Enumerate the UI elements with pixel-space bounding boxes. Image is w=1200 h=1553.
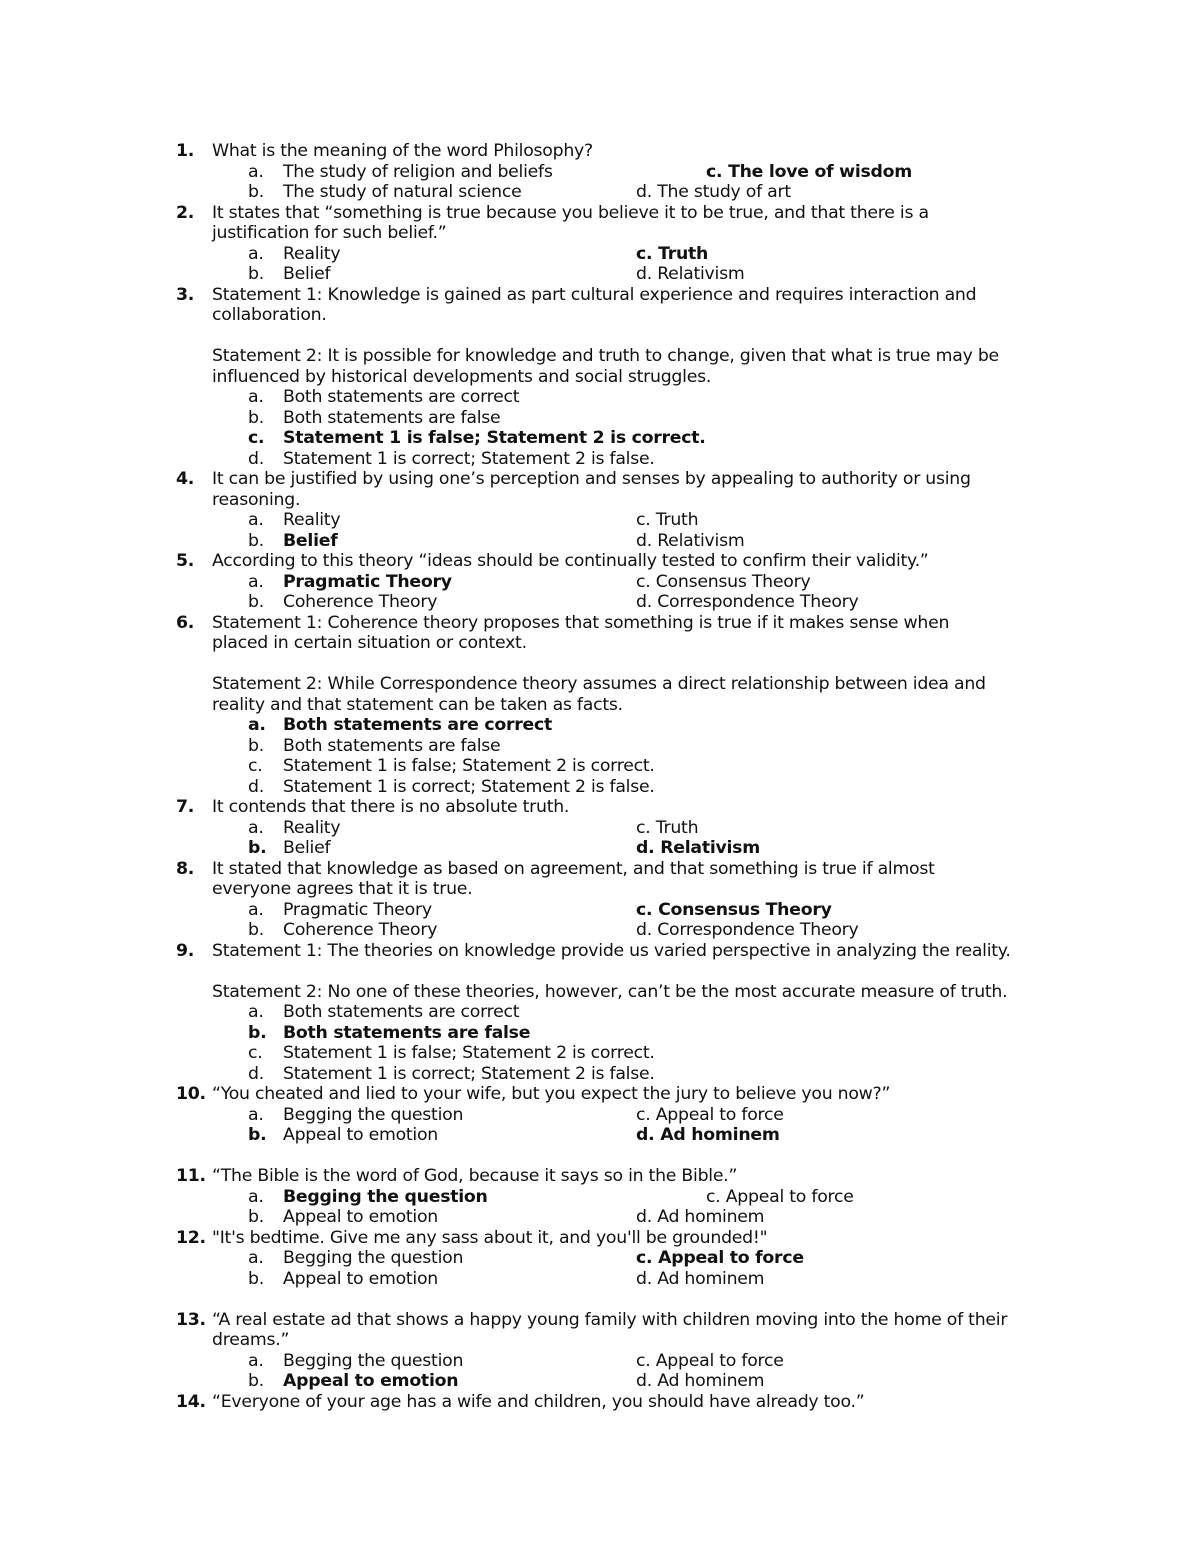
option-row [0,1064,1200,1085]
question-8 [0,859,1200,880]
option-marker: b. [248,1268,264,1289]
question-7 [0,797,1200,818]
options-row [0,531,1200,552]
option-marker: a. [248,899,264,920]
options-row [0,1371,1200,1392]
option-row [0,777,1200,798]
option-a: Reality [283,243,341,264]
option-b-answer: Both statements are false [283,1022,531,1043]
question-6 [0,613,1200,634]
option-d: d. Ad hominem [636,1371,765,1391]
question-12 [0,1228,1200,1249]
option-row [0,428,1200,449]
option-marker: b. [248,1207,264,1227]
option-b-answer: Appeal to emotion [283,1371,459,1391]
option-c-answer: c. Consensus Theory [636,899,832,920]
option-marker: c. [248,428,265,448]
option-c: c. Appeal to force [636,1104,784,1125]
option-a: Reality [283,510,341,530]
option-b: Appeal to emotion [283,1207,439,1227]
question-3 [0,285,1200,306]
option-d-answer: d. Ad hominem [636,1125,780,1145]
options-row [0,838,1200,859]
option-marker: b. [248,264,264,284]
option-a: Reality [283,817,341,838]
option-marker: b. [248,1371,264,1391]
option-a-answer: Pragmatic Theory [283,571,452,592]
option-row [0,449,1200,470]
option-row [0,387,1200,408]
option-marker: a. [248,1350,264,1371]
question-text: It can be justified by using one’s perception and senses by appealing to authority or using [212,469,971,489]
question-text: According to this theory “ideas should be continually tested to confirm their validity.” [212,551,929,571]
option-marker: b. [248,920,264,940]
question-text-continued [0,695,1200,716]
statement-2: Statement 2: No one of these theories, however, can’t be the most accurate measure of truth. [212,981,1008,1002]
question-text-continued [0,490,1200,511]
option-marker: a. [248,1248,264,1268]
option-d: d. Ad hominem [636,1207,765,1227]
statement-2: Statement 2: While Correspondence theory assumes a direct relationship between idea and [212,674,986,694]
option-row [0,1043,1200,1064]
option-c-answer: c. Truth [636,243,709,264]
option-marker: a. [248,161,264,182]
option-b: Coherence Theory [283,592,438,612]
options-row [0,264,1200,285]
options-row [0,1351,1200,1372]
question-number: 9. [176,940,195,961]
question-text-continued [0,305,1200,326]
option-marker: b. [248,735,264,756]
question-text: everyone agrees that it is true. [212,879,473,899]
option-d: d. Relativism [636,530,745,551]
question-number: 6. [176,612,195,633]
option-marker: a. [248,1104,264,1125]
blank-line [0,654,1200,675]
question-number: 13. [176,1309,206,1330]
question-number: 3. [176,284,195,305]
options-row [0,818,1200,839]
statement-2: Statement 2: It is possible for knowledge and truth to change, given that what is true may be [212,346,999,366]
option-b: Appeal to emotion [283,1268,439,1289]
option-b-answer: Belief [283,530,338,551]
option-d: Statement 1 is correct; Statement 2 is false. [283,1063,655,1084]
option-marker: d. [248,1063,264,1084]
option-d: d. Correspondence Theory [636,920,859,940]
question-2 [0,203,1200,224]
option-d: d. The study of art [636,182,791,202]
option-marker: c. [248,1043,263,1063]
option-c: c. Truth [636,817,699,838]
question-number: 2. [176,202,195,223]
question-number: 1. [176,141,195,161]
question-text-continued [0,367,1200,388]
question-text: “Everyone of your age has a wife and children, you should have already too.” [212,1391,865,1412]
blank-line [0,1146,1200,1167]
option-b: Belief [283,838,331,858]
question-text: It states that “something is true because you believe it to be true, and that there is a [212,202,929,223]
question-text: dreams.” [212,1330,290,1350]
option-row [0,736,1200,757]
option-a-answer: Begging the question [283,1186,488,1207]
option-marker: b. [248,592,264,612]
question-1 [0,141,1200,162]
option-c: c. Consensus Theory [636,571,811,592]
option-c: c. Appeal to force [636,1350,784,1371]
question-number: 10. [176,1084,206,1104]
option-marker: a. [248,715,266,735]
blank-line [0,326,1200,347]
option-a: Begging the question [283,1350,464,1371]
option-marker: b. [248,530,264,551]
option-c-answer: c. Appeal to force [636,1248,804,1268]
question-9 [0,941,1200,962]
question-13 [0,1310,1200,1331]
options-row [0,572,1200,593]
option-row [0,1023,1200,1044]
question-number: 8. [176,858,195,879]
option-b: Both statements are false [283,407,501,428]
question-4 [0,469,1200,490]
statement-2: reality and that statement can be taken as facts. [212,694,623,715]
option-c: Statement 1 is false; Statement 2 is correct. [283,1043,655,1063]
option-marker: b. [248,1125,267,1145]
option-row [0,408,1200,429]
statement-1: Statement 1: The theories on knowledge provide us varied perspective in analyzing the reality. [212,940,1011,961]
option-marker: c. [248,756,263,776]
option-c-answer: Statement 1 is false; Statement 2 is correct. [283,428,706,448]
question-text-continued [0,346,1200,367]
option-row [0,715,1200,736]
option-a: Pragmatic Theory [283,899,432,920]
options-row [0,592,1200,613]
statement-1: Statement 1: Knowledge is gained as part cultural experience and requires interaction and [212,284,977,305]
option-d: Statement 1 is correct; Statement 2 is false. [283,776,655,797]
question-text-continued [0,633,1200,654]
statement-2: influenced by historical developments and social struggles. [212,366,712,387]
options-row [0,1207,1200,1228]
option-c: c. Appeal to force [706,1186,854,1207]
question-text-continued [0,879,1200,900]
options-row [0,510,1200,531]
question-number: 7. [176,797,195,817]
option-marker: b. [248,407,264,428]
question-text: "It's bedtime. Give me any sass about it, and you'll be grounded!" [212,1227,768,1248]
options-row [0,1125,1200,1146]
option-marker: a. [248,243,264,264]
question-text: It contends that there is no absolute truth. [212,797,570,817]
question-text: reasoning. [212,489,301,510]
option-marker: b. [248,838,267,858]
options-row [0,920,1200,941]
statement-1: collaboration. [212,305,327,325]
option-marker: a. [248,1002,264,1022]
options-row [0,1187,1200,1208]
option-d-answer: d. Relativism [636,838,760,858]
options-row [0,1105,1200,1126]
option-marker: d. [248,776,264,797]
option-d: d. Relativism [636,264,745,284]
question-text-continued [0,674,1200,695]
option-marker: a. [248,571,264,592]
option-c: Statement 1 is false; Statement 2 is correct. [283,756,655,776]
option-c-answer: c. The love of wisdom [706,161,913,182]
option-a: Both statements are correct [283,387,520,407]
question-text: What is the meaning of the word Philosophy? [212,141,593,161]
question-10 [0,1084,1200,1105]
question-text: justification for such belief.” [212,223,447,243]
option-d: d. Correspondence Theory [636,592,859,612]
options-row [0,900,1200,921]
option-b: Appeal to emotion [283,1125,439,1145]
question-number: 11. [176,1166,206,1186]
option-b: The study of natural science [283,182,522,202]
question-text: It stated that knowledge as based on agreement, and that something is true if almost [212,858,935,879]
option-a: The study of religion and beliefs [283,161,553,182]
option-marker: a. [248,510,264,530]
question-14 [0,1392,1200,1413]
option-a-answer: Both statements are correct [283,715,552,735]
option-c: c. Truth [636,510,699,530]
question-number: 5. [176,551,195,571]
option-a: Both statements are correct [283,1002,520,1022]
option-d: Statement 1 is correct; Statement 2 is false. [283,448,655,469]
question-text: “The Bible is the word of God, because it says so in the Bible.” [212,1166,738,1186]
blank-line [0,1289,1200,1310]
options-row [0,182,1200,203]
options-row [0,244,1200,265]
question-number: 14. [176,1391,206,1412]
question-text: “You cheated and lied to your wife, but you expect the jury to believe you now?” [212,1084,891,1104]
question-5 [0,551,1200,572]
question-list [0,141,1200,1412]
option-b: Both statements are false [283,735,501,756]
question-11 [0,1166,1200,1187]
option-marker: a. [248,1186,264,1207]
question-text-continued [0,982,1200,1003]
option-b: Coherence Theory [283,920,438,940]
options-row [0,1248,1200,1269]
option-marker: d. [248,448,264,469]
option-marker: b. [248,1022,267,1043]
question-text: “A real estate ad that shows a happy young family with children moving into the home of their [212,1309,1008,1330]
option-row [0,756,1200,777]
options-row [0,1269,1200,1290]
option-a: Begging the question [283,1248,464,1268]
option-d: d. Ad hominem [636,1268,765,1289]
statement-1: placed in certain situation or context. [212,633,527,653]
statement-1: Statement 1: Coherence theory proposes that something is true if it makes sense when [212,612,950,633]
options-row [0,162,1200,183]
question-text-continued [0,223,1200,244]
question-number: 4. [176,469,195,489]
option-b: Belief [283,264,331,284]
option-marker: a. [248,817,264,838]
blank-line [0,961,1200,982]
option-marker: a. [248,387,264,407]
question-text-continued [0,1330,1200,1351]
option-row [0,1002,1200,1023]
question-number: 12. [176,1227,206,1248]
option-a: Begging the question [283,1104,464,1125]
option-marker: b. [248,182,264,202]
